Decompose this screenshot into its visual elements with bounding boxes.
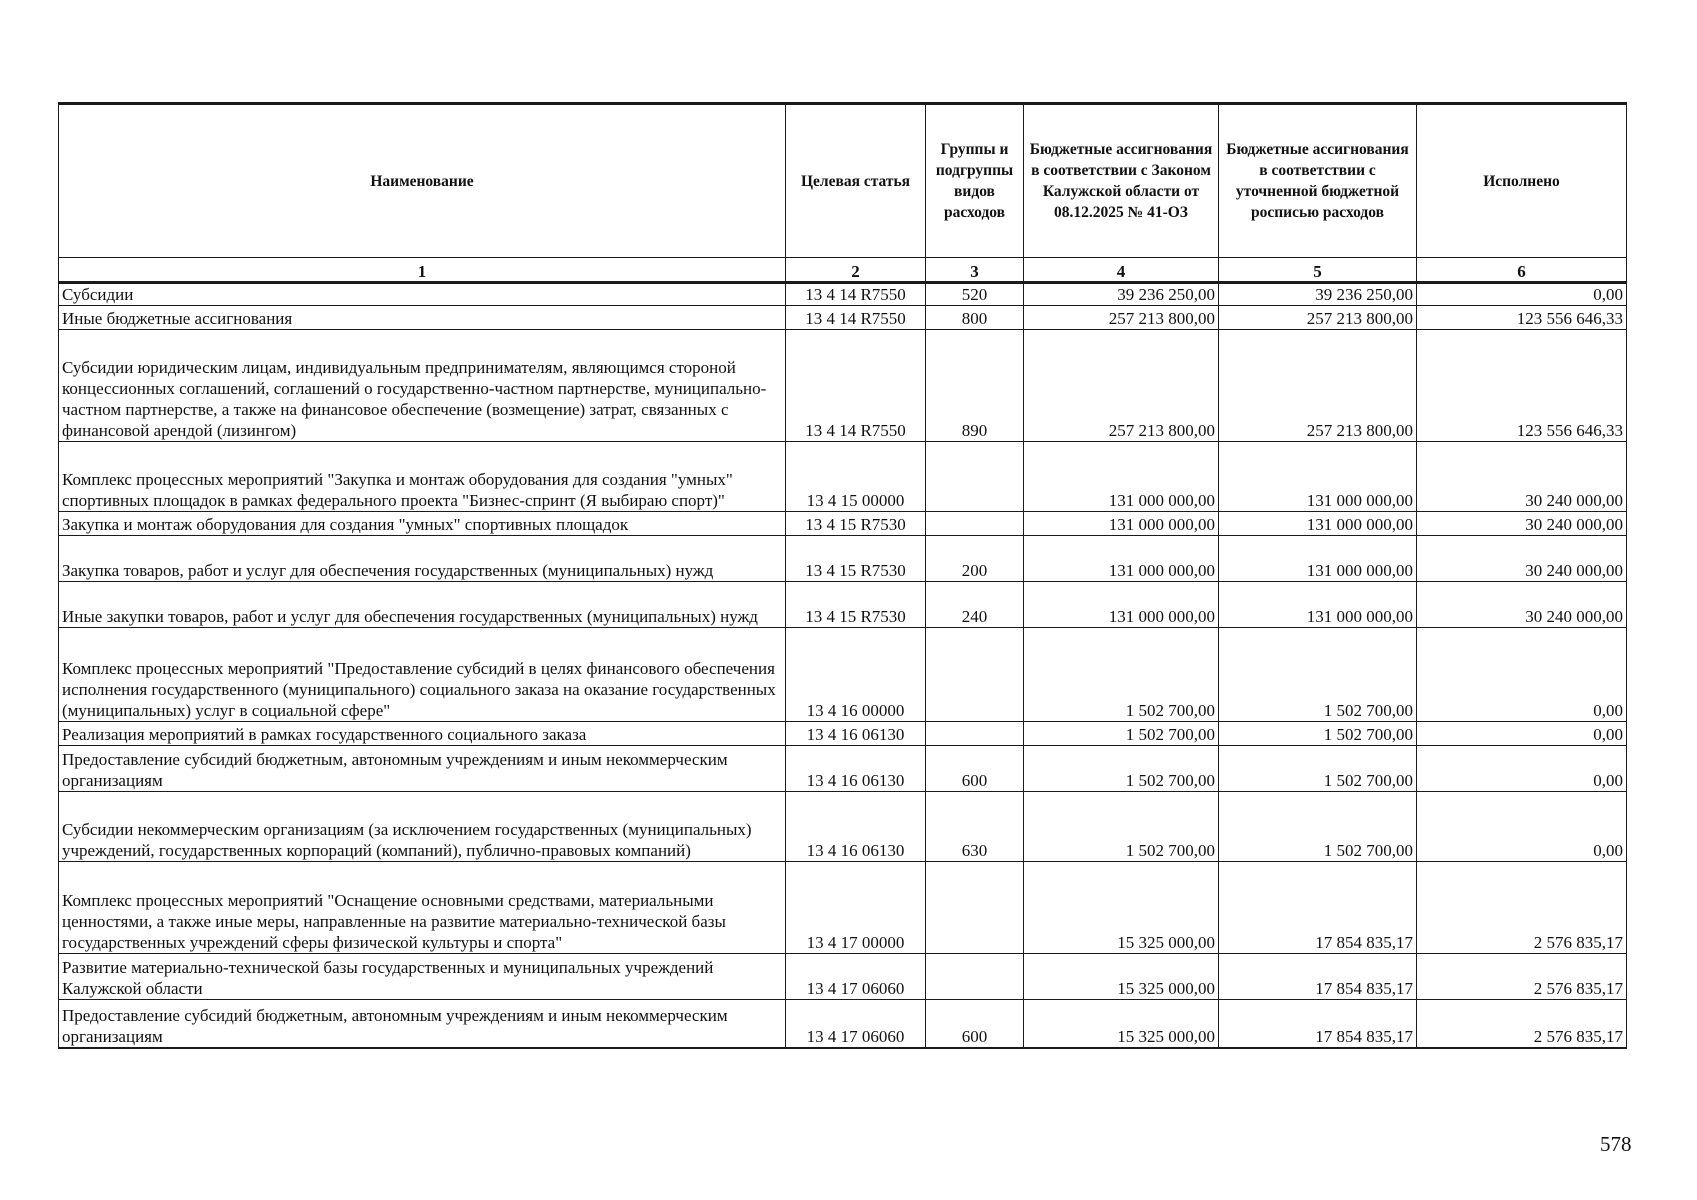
row-law-allocation: 1 502 700,00 — [1024, 628, 1219, 722]
row-target-article: 13 4 14 R7550 — [786, 306, 926, 330]
row-revised-allocation: 17 854 835,17 — [1219, 1000, 1417, 1048]
column-number: 4 — [1024, 258, 1219, 283]
row-law-allocation: 1 502 700,00 — [1024, 722, 1219, 746]
row-revised-allocation: 131 000 000,00 — [1219, 512, 1417, 536]
row-revised-allocation: 131 000 000,00 — [1219, 536, 1417, 582]
table-row — [59, 283, 1627, 306]
table-row — [59, 512, 1627, 536]
table-row — [59, 746, 1627, 792]
row-target-article: 13 4 16 06130 — [786, 746, 926, 792]
row-target-article: 13 4 16 00000 — [786, 628, 926, 722]
row-expense-group — [926, 442, 1024, 512]
row-expense-group — [926, 722, 1024, 746]
row-name: Комплекс процессных мероприятий "Закупка и монтаж оборудования для создания "умных" спортивных площадок в рамках федерального проекта "Бизнес-спринт (Я выбираю спорт)" — [59, 442, 786, 512]
budget-table — [58, 102, 1627, 1049]
budget-table-sheet — [58, 102, 1626, 1049]
row-law-allocation: 131 000 000,00 — [1024, 582, 1219, 628]
row-executed: 123 556 646,33 — [1417, 330, 1627, 442]
row-name: Закупка и монтаж оборудования для создания "умных" спортивных площадок — [59, 512, 786, 536]
row-target-article: 13 4 15 R7530 — [786, 512, 926, 536]
row-executed: 0,00 — [1417, 283, 1627, 306]
row-revised-allocation: 1 502 700,00 — [1219, 628, 1417, 722]
row-name: Предоставление субсидий бюджетным, автономным учреждениям и иным некоммерческим организациям — [59, 746, 786, 792]
row-revised-allocation: 1 502 700,00 — [1219, 746, 1417, 792]
row-law-allocation: 257 213 800,00 — [1024, 306, 1219, 330]
row-name: Иные бюджетные ассигнования — [59, 306, 786, 330]
column-number: 1 — [59, 258, 786, 283]
header-target-article: Целевая статья — [786, 104, 926, 258]
row-executed: 30 240 000,00 — [1417, 536, 1627, 582]
row-name: Комплекс процессных мероприятий "Оснащение основными средствами, материальными ценностями, а также иные меры, направленные на развитие материально-технической базы государственных учреждений сферы физической культуры и спорта" — [59, 862, 786, 954]
row-expense-group: 200 — [926, 536, 1024, 582]
row-target-article: 13 4 15 00000 — [786, 442, 926, 512]
page-number: 578 — [1600, 1132, 1632, 1156]
table-row — [59, 536, 1627, 582]
row-target-article: 13 4 15 R7530 — [786, 536, 926, 582]
row-name: Иные закупки товаров, работ и услуг для обеспечения государственных (муниципальных) нужд — [59, 582, 786, 628]
row-expense-group — [926, 512, 1024, 536]
row-target-article: 13 4 14 R7550 — [786, 283, 926, 306]
row-expense-group: 800 — [926, 306, 1024, 330]
header-expense-groups: Группы и подгруппы видов расходов — [926, 104, 1024, 258]
row-revised-allocation: 17 854 835,17 — [1219, 954, 1417, 1000]
row-law-allocation: 131 000 000,00 — [1024, 512, 1219, 536]
column-number: 6 — [1417, 258, 1627, 283]
row-executed: 30 240 000,00 — [1417, 442, 1627, 512]
table-row — [59, 954, 1627, 1000]
row-target-article: 13 4 17 06060 — [786, 954, 926, 1000]
column-number-row — [59, 258, 1627, 283]
row-revised-allocation: 257 213 800,00 — [1219, 330, 1417, 442]
row-executed: 123 556 646,33 — [1417, 306, 1627, 330]
table-row — [59, 792, 1627, 862]
header-executed: Исполнено — [1417, 104, 1627, 258]
row-target-article: 13 4 17 00000 — [786, 862, 926, 954]
table-row — [59, 628, 1627, 722]
row-name: Субсидии юридическим лицам, индивидуальным предпринимателям, являющимся стороной концессионных соглашений, соглашений о государственно-частном партнерстве, муниципально-частном партнерстве, а также на финансовое обеспечение (возмещение) затрат, связанных с финансовой арендой (лизингом) — [59, 330, 786, 442]
column-number: 5 — [1219, 258, 1417, 283]
table-row — [59, 442, 1627, 512]
row-executed: 30 240 000,00 — [1417, 582, 1627, 628]
row-revised-allocation: 131 000 000,00 — [1219, 442, 1417, 512]
table-body — [59, 283, 1627, 1048]
row-target-article: 13 4 16 06130 — [786, 722, 926, 746]
row-revised-allocation: 39 236 250,00 — [1219, 283, 1417, 306]
column-number: 3 — [926, 258, 1024, 283]
table-row — [59, 1000, 1627, 1048]
row-law-allocation: 1 502 700,00 — [1024, 792, 1219, 862]
row-name: Комплекс процессных мероприятий "Предоставление субсидий в целях финансового обеспечения исполнения государственного (муниципального) социального заказа на оказание государственных (муниципальных) услуг в социальной сфере" — [59, 628, 786, 722]
header-revised-allocations: Бюджетные ассигнования в соответствии с уточненной бюджетной росписью расходов — [1219, 104, 1417, 258]
header-name: Наименование — [59, 104, 786, 258]
table-row — [59, 330, 1627, 442]
row-target-article: 13 4 16 06130 — [786, 792, 926, 862]
row-executed: 2 576 835,17 — [1417, 862, 1627, 954]
row-executed: 0,00 — [1417, 792, 1627, 862]
row-expense-group: 240 — [926, 582, 1024, 628]
row-revised-allocation: 1 502 700,00 — [1219, 722, 1417, 746]
row-name: Закупка товаров, работ и услуг для обеспечения государственных (муниципальных) нужд — [59, 536, 786, 582]
table-row — [59, 582, 1627, 628]
row-executed: 2 576 835,17 — [1417, 954, 1627, 1000]
row-law-allocation: 257 213 800,00 — [1024, 330, 1219, 442]
row-expense-group: 630 — [926, 792, 1024, 862]
row-law-allocation: 131 000 000,00 — [1024, 442, 1219, 512]
row-law-allocation: 131 000 000,00 — [1024, 536, 1219, 582]
row-target-article: 13 4 17 06060 — [786, 1000, 926, 1048]
row-expense-group: 520 — [926, 283, 1024, 306]
row-law-allocation: 39 236 250,00 — [1024, 283, 1219, 306]
row-executed: 30 240 000,00 — [1417, 512, 1627, 536]
row-name: Развитие материально-технической базы государственных и муниципальных учреждений Калужской области — [59, 954, 786, 1000]
row-name: Предоставление субсидий бюджетным, автономным учреждениям и иным некоммерческим организациям — [59, 1000, 786, 1048]
row-expense-group — [926, 628, 1024, 722]
row-name: Субсидии — [59, 283, 786, 306]
row-revised-allocation: 1 502 700,00 — [1219, 792, 1417, 862]
row-name: Реализация мероприятий в рамках государственного социального заказа — [59, 722, 786, 746]
row-name: Субсидии некоммерческим организациям (за исключением государственных (муниципальных) учреждений, государственных корпораций (компаний), публично-правовых компаний) — [59, 792, 786, 862]
header-row — [59, 104, 1627, 258]
column-number: 2 — [786, 258, 926, 283]
row-expense-group: 600 — [926, 1000, 1024, 1048]
row-executed: 0,00 — [1417, 628, 1627, 722]
row-expense-group — [926, 954, 1024, 1000]
row-revised-allocation: 17 854 835,17 — [1219, 862, 1417, 954]
row-expense-group — [926, 862, 1024, 954]
row-target-article: 13 4 15 R7530 — [786, 582, 926, 628]
row-law-allocation: 15 325 000,00 — [1024, 954, 1219, 1000]
row-law-allocation: 15 325 000,00 — [1024, 862, 1219, 954]
table-row — [59, 862, 1627, 954]
row-target-article: 13 4 14 R7550 — [786, 330, 926, 442]
row-executed: 2 576 835,17 — [1417, 1000, 1627, 1048]
row-expense-group: 600 — [926, 746, 1024, 792]
row-executed: 0,00 — [1417, 722, 1627, 746]
row-revised-allocation: 131 000 000,00 — [1219, 582, 1417, 628]
row-revised-allocation: 257 213 800,00 — [1219, 306, 1417, 330]
row-law-allocation: 1 502 700,00 — [1024, 746, 1219, 792]
row-law-allocation: 15 325 000,00 — [1024, 1000, 1219, 1048]
table-row — [59, 722, 1627, 746]
header-law-allocations: Бюджетные ассигнования в соответствии с Законом Калужской области от 08.12.2025 № 41-ОЗ — [1024, 104, 1219, 258]
row-executed: 0,00 — [1417, 746, 1627, 792]
table-row — [59, 306, 1627, 330]
row-expense-group: 890 — [926, 330, 1024, 442]
